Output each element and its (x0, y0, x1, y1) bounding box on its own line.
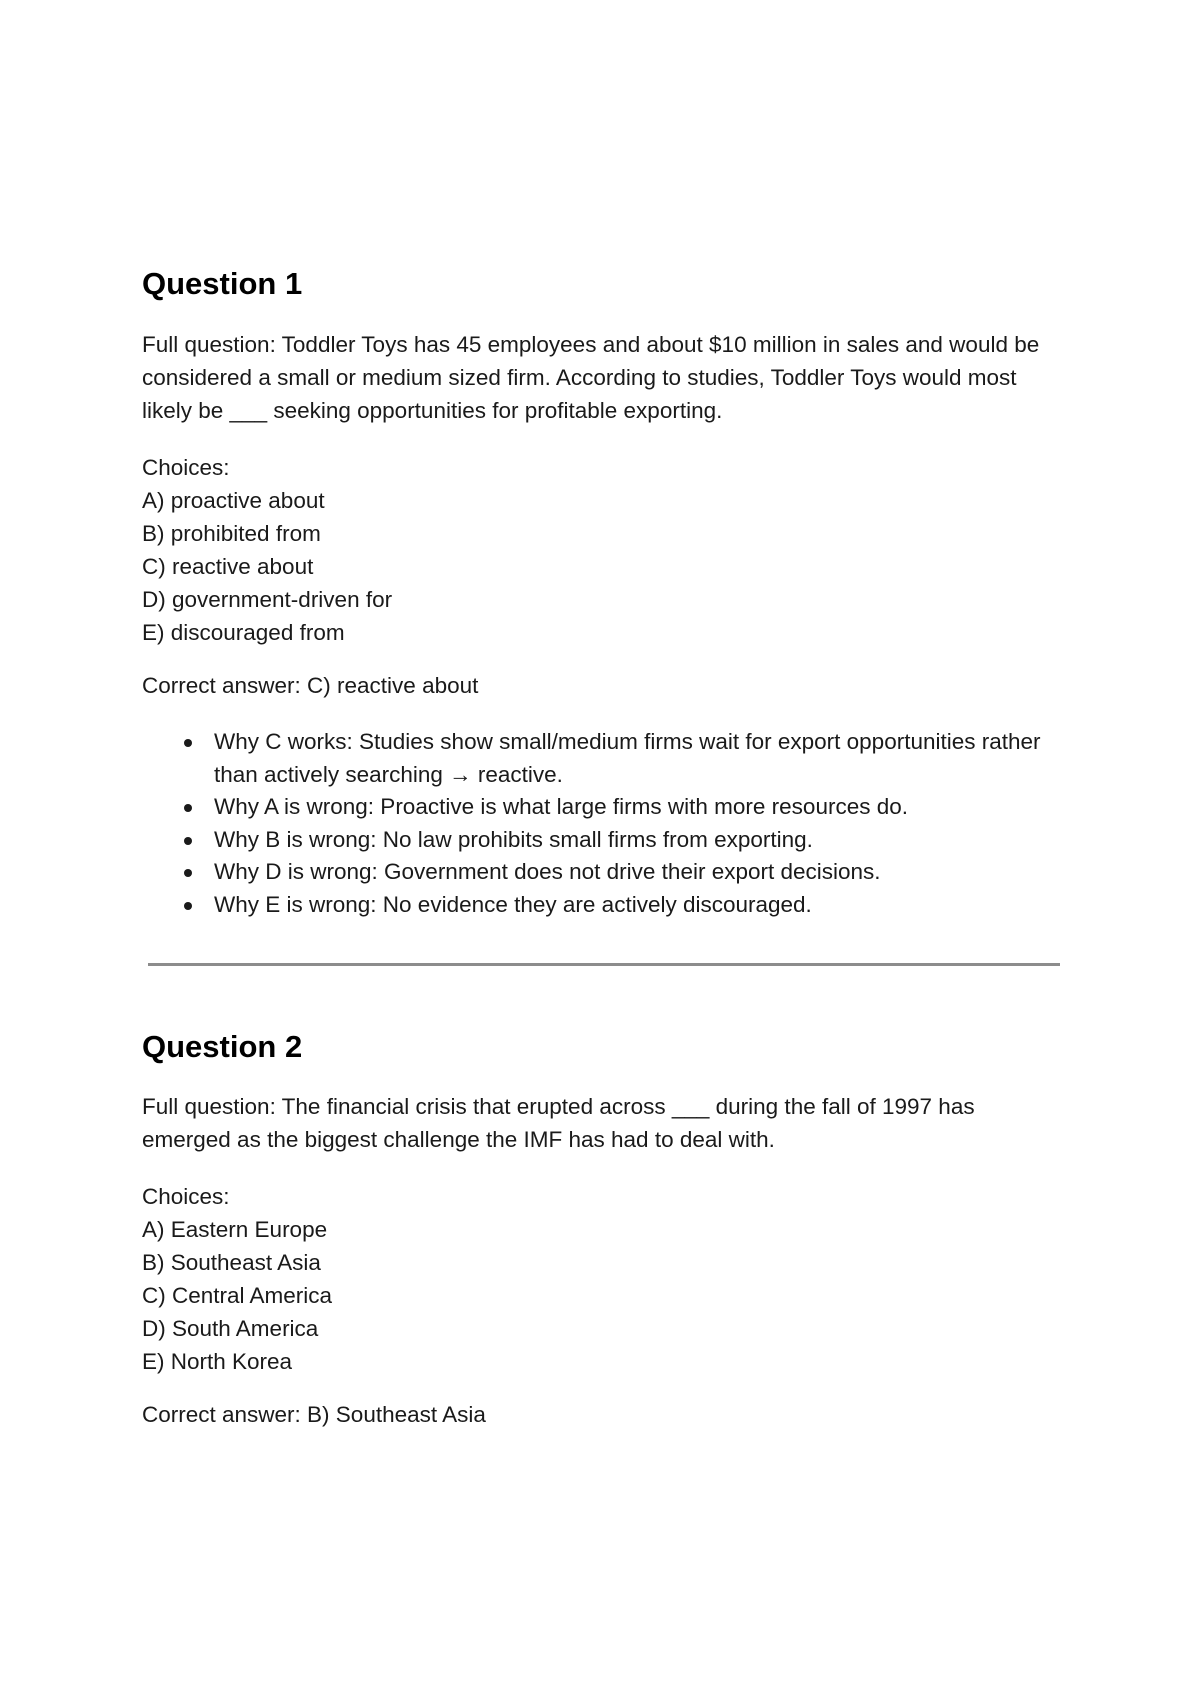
explanation-text: Why E is wrong: No evidence they are actively discouraged. (214, 891, 812, 917)
explanation-list (142, 726, 1062, 921)
bullet-icon (184, 869, 192, 877)
explanation-item (142, 889, 1062, 922)
choice-c: C) reactive about (142, 554, 314, 579)
question-1-answer-block (142, 669, 1062, 702)
explanation-text: Why D is wrong: Government does not drive their export decisions. (214, 859, 881, 884)
question-1-correct-answer: Correct answer: C) reactive about (142, 673, 479, 698)
question-1-explanations (142, 726, 1062, 921)
question-2-title: Question 2 (142, 1029, 303, 1064)
section-divider (148, 963, 1060, 966)
question-2-answer-block (142, 1398, 1062, 1431)
question-2-full-question: Full question: The financial crisis that erupted across ___ during the fall of 1997 has emerged as the biggest challenge the IMF has had to deal with. (142, 1094, 975, 1152)
explanation-item (142, 824, 1062, 857)
explanation-text: Why C works: Studies show small/medium firms wait for export opportunities rather than actively searching → reactive. (214, 729, 1041, 787)
question-1-full-question: Full question: Toddler Toys has 45 employees and about $10 million in sales and would be considered a small or medium sized firm. According to studies, Toddler Toys would most likely be ___ seeking opportunities for profitable exporting. (142, 332, 1040, 423)
choice-d: D) South America (142, 1316, 319, 1341)
question-1-choices (142, 451, 1062, 649)
question-2-correct-answer: Correct answer: B) Southeast Asia (142, 1402, 486, 1427)
question-1-text-block (142, 328, 1062, 427)
explanation-text: Why A is wrong: Proactive is what large firms with more resources do. (214, 794, 908, 819)
choice-b: B) prohibited from (142, 521, 321, 546)
choice-d: D) government-driven for (142, 587, 393, 612)
choice-e: E) North Korea (142, 1349, 293, 1374)
explanation-item (142, 726, 1062, 791)
bullet-icon (184, 804, 192, 812)
bullet-icon (184, 739, 192, 747)
choices-label: Choices: (142, 455, 230, 480)
choice-c: C) Central America (142, 1283, 333, 1308)
choice-a: A) proactive about (142, 488, 325, 513)
choice-e: E) discouraged from (142, 620, 345, 645)
question-2-choices (142, 1180, 1062, 1378)
question-2-text-block (142, 1090, 1062, 1156)
choice-b: B) Southeast Asia (142, 1250, 321, 1275)
explanation-item (142, 856, 1062, 889)
choices-label: Choices: (142, 1184, 230, 1209)
explanation-item (142, 791, 1062, 824)
bullet-icon (184, 902, 192, 910)
explanation-text: Why B is wrong: No law prohibits small firms from exporting. (214, 826, 813, 852)
question-1-title: Question 1 (142, 266, 303, 301)
bullet-icon (184, 837, 192, 845)
choice-a: A) Eastern Europe (142, 1217, 328, 1242)
